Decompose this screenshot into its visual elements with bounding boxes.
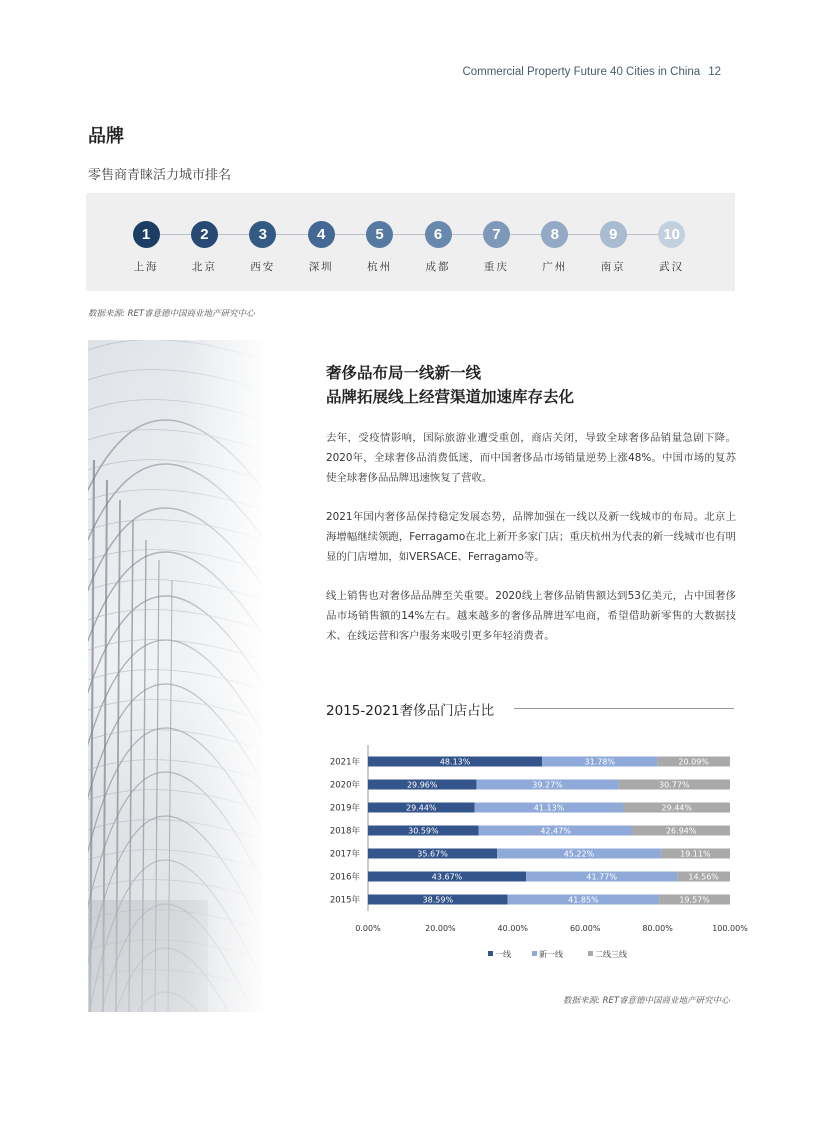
- legend-label: 新一线: [539, 950, 563, 959]
- bar-data-label: 45.22%: [563, 849, 595, 859]
- bar-data-label: 48.13%: [439, 757, 471, 767]
- paragraph-3: 线上销售也对奢侈品品牌至关重要。2020线上奢侈品销售额达到53亿美元，占中国奢侈品市场销售额的14%左右。越来越多的奢侈品牌进军电商，希望借助新零售的大数据技术、在线运营和客户服务来吸引更多年轻消费者。: [326, 590, 736, 642]
- stacked-bar-chart: [320, 745, 750, 970]
- bar-data-label: 35.67%: [417, 849, 448, 859]
- bar-data-label: 19.11%: [680, 849, 711, 859]
- source-note-top: 数据来源: RET睿意德中国商业地产研究中心: [88, 309, 255, 319]
- legend-swatch: [488, 951, 493, 956]
- rank-number-badge: 4: [308, 221, 335, 248]
- rank-city-label: 重庆: [483, 261, 509, 273]
- rank-number-badge: 8: [541, 221, 568, 248]
- rank-city-label: 南京: [600, 261, 626, 273]
- rank-item-2: [174, 221, 234, 274]
- category-label: 2019年: [329, 803, 360, 814]
- rank-item-6: [408, 221, 468, 274]
- bar-data-label: 43.67%: [431, 872, 463, 882]
- bar-data-label: 41.13%: [533, 803, 565, 813]
- x-tick-label: 100.00%: [712, 924, 748, 933]
- category-label: 2021年: [329, 757, 360, 768]
- header-title: Commercial Property Future 40 Cities in China: [462, 66, 701, 78]
- rank-number-badge: 3: [249, 221, 276, 248]
- bar-data-label: 29.96%: [406, 780, 438, 790]
- rank-number-badge: 1: [133, 221, 160, 248]
- x-tick-label: 80.00%: [642, 924, 673, 933]
- bar-data-label: 42.47%: [540, 826, 571, 836]
- article-title-line2: 品牌拓展线上经营渠道加速库存去化: [326, 388, 575, 406]
- category-label: 2015年: [329, 895, 360, 906]
- rank-item-7: [466, 221, 526, 274]
- bar-data-label: 38.59%: [422, 895, 454, 905]
- legend-label: 二线三线: [595, 950, 627, 959]
- category-label: 2020年: [329, 780, 360, 791]
- category-label: 2016年: [329, 872, 360, 883]
- ranking-subtitle: 零售商青睐活力城市排名: [88, 168, 232, 183]
- bar-data-label: 14.56%: [688, 872, 719, 882]
- rank-city-label: 杭州: [367, 261, 393, 273]
- rank-number-badge: 7: [483, 221, 510, 248]
- rank-number-badge: 6: [425, 221, 452, 248]
- bar-data-label: 29.44%: [661, 803, 693, 813]
- section-title: 品牌: [88, 126, 124, 147]
- x-tick-label: 0.00%: [355, 924, 381, 933]
- rank-city-label: 武汉: [659, 261, 685, 273]
- legend-swatch: [588, 951, 593, 956]
- rank-number-badge: 9: [600, 221, 627, 248]
- bar-data-label: 31.78%: [584, 757, 616, 767]
- bar-data-label: 41.85%: [568, 895, 599, 905]
- bar-data-label: 39.27%: [532, 780, 563, 790]
- source-note-bottom: 数据来源: RET睿意德中国商业地产研究中心: [563, 996, 730, 1006]
- legend-swatch: [532, 951, 537, 956]
- rank-city-label: 上海: [133, 261, 159, 273]
- bar-data-label: 20.09%: [678, 757, 709, 767]
- bar-data-label: 26.94%: [665, 826, 697, 836]
- category-label: 2017年: [329, 849, 360, 860]
- running-header: [462, 66, 721, 78]
- x-tick-label: 40.00%: [497, 924, 529, 933]
- page-number: 12: [708, 66, 721, 78]
- rank-city-label: 深圳: [308, 261, 334, 273]
- rank-item-4: [291, 221, 351, 274]
- x-tick-label: 20.00%: [425, 924, 456, 933]
- x-tick-label: 60.00%: [569, 924, 601, 933]
- rank-item-8: [525, 221, 585, 274]
- architecture-photo: [88, 340, 263, 1012]
- rank-city-label: 北京: [191, 261, 217, 273]
- rank-item-3: [233, 221, 293, 274]
- rank-item-9: [583, 221, 643, 274]
- bar-data-label: 41.77%: [586, 872, 617, 882]
- rank-item-1: [116, 221, 176, 274]
- rank-item-5: [350, 221, 410, 274]
- paragraph-2: 2021年国内奢侈品保持稳定发展态势，品牌加强在一线以及新一线城市的布局。北京上海增幅继续领跑，Ferragamo在北上新开多家门店；重庆杭州为代表的新一线城市也有明显的门店增加，如VERSACE、Ferragamo等。: [326, 511, 736, 563]
- rank-number-badge: 2: [191, 221, 218, 248]
- article-title-line1: 奢侈品布局一线新一线: [326, 364, 482, 382]
- rank-item-10: [642, 221, 702, 274]
- rank-city-label: 成都: [425, 261, 451, 273]
- bar-data-label: 30.77%: [659, 780, 690, 790]
- article-title: [326, 361, 574, 409]
- rank-number-badge: 5: [366, 221, 393, 248]
- chart-title-rule: [514, 708, 734, 709]
- chart-title: 2015-2021奢侈品门店占比: [326, 703, 495, 719]
- bar-data-label: 29.44%: [406, 803, 437, 813]
- rank-city-label: 广州: [542, 261, 568, 273]
- rank-city-label: 西安: [250, 261, 276, 273]
- category-label: 2018年: [329, 826, 360, 837]
- bar-data-label: 30.59%: [408, 826, 439, 836]
- legend-label: 一线: [495, 950, 511, 959]
- rank-number-badge: 10: [658, 221, 685, 248]
- paragraph-1: 去年，受疫情影响，国际旅游业遭受重创，商店关闭，导致全球奢侈品销量急剧下降。2020年，全球奢侈品消费低迷，而中国奢侈品市场销量逆势上涨48%。中国市场的复苏使全球奢侈品品牌迅速恢复了营收。: [326, 432, 736, 484]
- bar-data-label: 19.57%: [679, 895, 710, 905]
